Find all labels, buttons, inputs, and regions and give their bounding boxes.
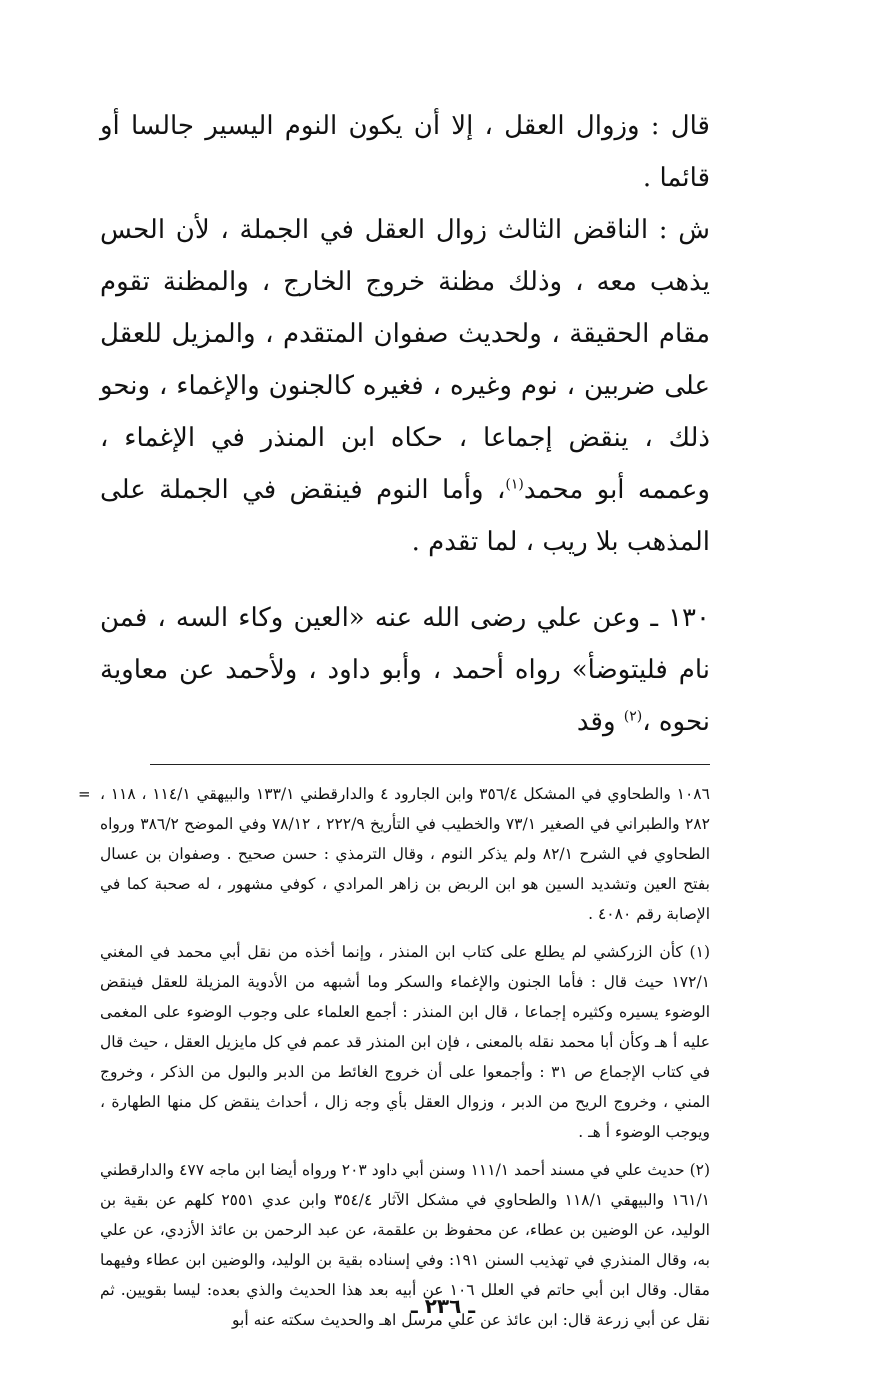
footnote-ref-1[interactable]: (١) <box>505 476 524 493</box>
footnotes <box>78 779 711 1335</box>
main-text <box>100 100 710 568</box>
footnote-continuation-text: ١٠٨٦ والطحاوي في المشكل ٣٥٦/٤ وابن الجارود ٤ والدارقطني ١٣٣/١ والبيهقي ١١٤/١ ، ١١٨ ، ٢٨٢ والطبراني في الصغير ٧٣/١ والخطيب في التأريخ ٢٢٢/٩ ، ٧٨/١٢ وفي الموضح ٣٨٦/٢ ورواه الطحاوي في الشرح ٨٢/١ ولم يذكر النوم ، وقال الترمذي : حسن صحيح . وصفوان بن عسال بفتح العين وتشديد السين هو ابن الربض بن زاهر المرادي ، كوفي مشهور ، له صحبة كما في الإصابة رقم ٤٠٨٠ . <box>100 785 711 923</box>
sharh-text: ش : الناقض الثالث زوال العقل في الجملة ، لأن الحس يذهب معه ، وذلك مظنة خروج الخارج ، والمظنة تقوم مقام الحقيقة ، ولحديث صفوان المتقدم ، والمزيل للعقل على ضربين ، نوم وغيره ، فغيره كالجنون والإغماء ، ونحو ذلك ، ينقض إجماعا ، حكاه ابن المنذر في الإغماء ، وعممه أبو محمد <box>100 215 710 505</box>
footnote-2: (٢) حديث علي في مسند أحمد ١١١/١ وسنن أبي داود ٢٠٣ ورواه أيضا ابن ماجه ٤٧٧ والدارقطني ١٦١/١ والبيهقي ١١٨/١ والطحاوي في مشكل الآثار ٣٥٤/٤ وابن عدي ٢٥٥١ كلهم عن بقية بن الوليد، عن الوضين بن عطاء، عن محفوظ بن علقمة، عن عبد الرحمن بن عائذ الأزدي، عن علي به، وقال المنذري في تهذيب السنن ١٩١: وفي إسناده بقية بن الوليد، والوضين ابن عطاء وفيهما مقال. وقال ابن أبي حاتم في العلل ١٠٦ عن أبيه بعد هذا الحديث والذي بعده: ليسا بقويين. ثم نقل عن أبي زرعة قال: ابن عائذ عن علي مرسل اهـ والحديث سكته عنه أبو <box>100 1161 711 1329</box>
footnote-1: (١) كأن الزركشي لم يطلع على كتاب ابن المنذر ، وإنما أخذه من نقل أبي محمد في المغني ١٧٢/١ حيث قال : فأما الجنون والإغماء والسكر وما أشبهه من الأدوية المزيلة للعقل فينقض الوضوء يسيره وكثيره إجماعا ، قال ابن المنذر : أجمع العلماء على وجوب الوضوء على المغمى عليه أ هـ وكأن أبا محمد نقله بالمعنى ، فإن ابن المنذر قد عمم في كل مايزيل العقل ، حيث قال في كتاب الإجماع ص ٣١ : وأجمعوا على أن خروج الغائط من الدبر والبول من الذكر ، وخروج المني ، وخروج الريح من الدبر ، وزوال العقل بأي وجه زال ، أحداث ينقض كل منها الطهارة ، ويوجب الوضوء أ هـ . <box>100 943 710 1141</box>
footnote-continuation <box>78 779 711 929</box>
hadith-text-end: وقد <box>576 707 624 737</box>
hadith-paragraph <box>100 592 710 748</box>
sharh-text-end: ، وأما النوم فينقض في الجملة على المذهب بلا ريب ، لما تقدم . <box>100 475 710 557</box>
hadith-text: ١٣٠ ـ وعن علي رضى الله عنه «العين وكاء السه ، فمن نام فليتوضأ» رواه أحمد ، وأبو داود ، ولأحمد عن معاوية نحوه ، <box>100 603 710 737</box>
matn-paragraph: قال : وزوال العقل ، إلا أن يكون النوم اليسير جالسا أو قائما . <box>100 111 710 193</box>
sharh-paragraph <box>100 204 710 568</box>
continuation-mark: = <box>78 785 91 803</box>
book-page <box>78 100 711 1343</box>
footnote-ref-2[interactable]: (٢) <box>623 708 643 725</box>
footnote-separator <box>150 764 710 765</box>
page-number: ـ ٢٣٦ ـ <box>410 1294 476 1318</box>
